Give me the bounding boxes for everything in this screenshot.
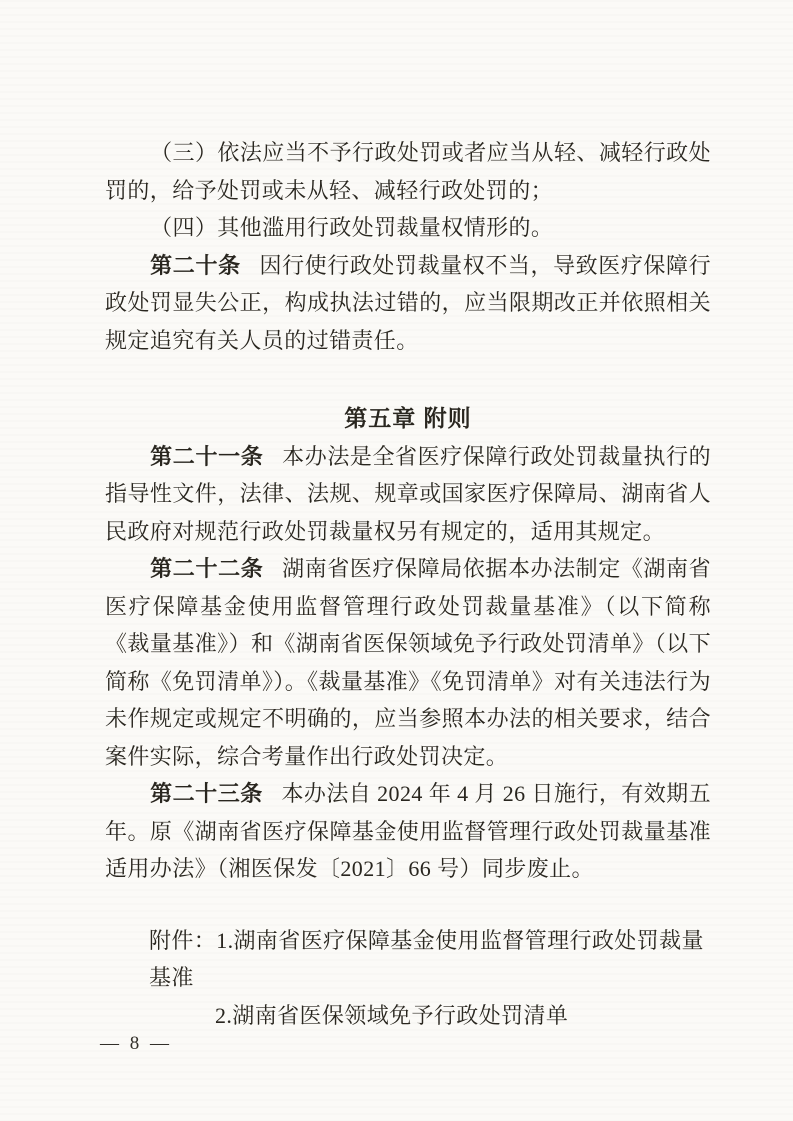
page-number: — 8 — [100, 1033, 172, 1054]
chapter-heading: 第五章 附则 [344, 405, 472, 431]
paragraph [105, 247, 711, 360]
paragraph [105, 209, 711, 247]
attachment-label: 附件： [149, 927, 217, 953]
attachment-item [149, 997, 711, 1035]
attachments-block [105, 922, 711, 1035]
paragraph [105, 550, 711, 775]
document-body [105, 134, 711, 1034]
attachment-item [149, 922, 711, 997]
article-number: 第二十一条 [150, 443, 264, 469]
paragraph [105, 134, 711, 209]
paragraph-text: 本办法是全省医疗保障行政处罚裁量执行的指导性文件，法律、法规、规章或国家医疗保障局、湖南省人民政府对规范行政处罚裁量权另有规定的，适用其规定。 [105, 443, 711, 544]
article-number: 第二十二条 [150, 556, 264, 581]
article-number: 第二十三条 [150, 781, 263, 806]
attachment-item-text: 2.湖南省医保领域免予行政处罚清单 [215, 1002, 569, 1028]
paragraph-text: 湖南省医疗保障局依据本办法制定《湖南省医疗保障基金使用监督管理行政处罚裁量基准》（以下简称《裁量基准》）和《湖南省医保领域免予行政处罚清单》（以下简称《免罚清单》）。《裁量基准》《免罚清单》对有关违法行为未作规定或规定不明确的，应当参照本办法的相关要求，结合案件实际，综合考量作出行政处罚决定。 [105, 556, 711, 769]
paragraph-text: （四）其他滥用行政处罚裁量权情形的。 [150, 215, 554, 240]
paragraph [105, 775, 711, 888]
article-number: 第二十条 [150, 252, 241, 278]
paragraph-text: 本办法自 2024 年 4 月 26 日施行，有效期五年。原《湖南省医疗保障基金使用监督管理行政处罚裁量基准适用办法》（湘医保发〔2021〕66 号）同步废止。 [105, 781, 711, 881]
paragraph-text: 因行使行政处罚裁量权不当，导致医疗保障行政处罚显失公正，构成执法过错的，应当限期改正并依照相关规定追究有关人员的过错责任。 [105, 252, 711, 353]
paragraph-text: （三）依法应当不予行政处罚或者应当从轻、减轻行政处罚的，给予处罚或未从轻、减轻行政处罚的； [105, 140, 711, 203]
paragraph [105, 438, 711, 551]
attachment-item-text: 1.湖南省医疗保障基金使用监督管理行政处罚裁量基准 [149, 927, 704, 990]
